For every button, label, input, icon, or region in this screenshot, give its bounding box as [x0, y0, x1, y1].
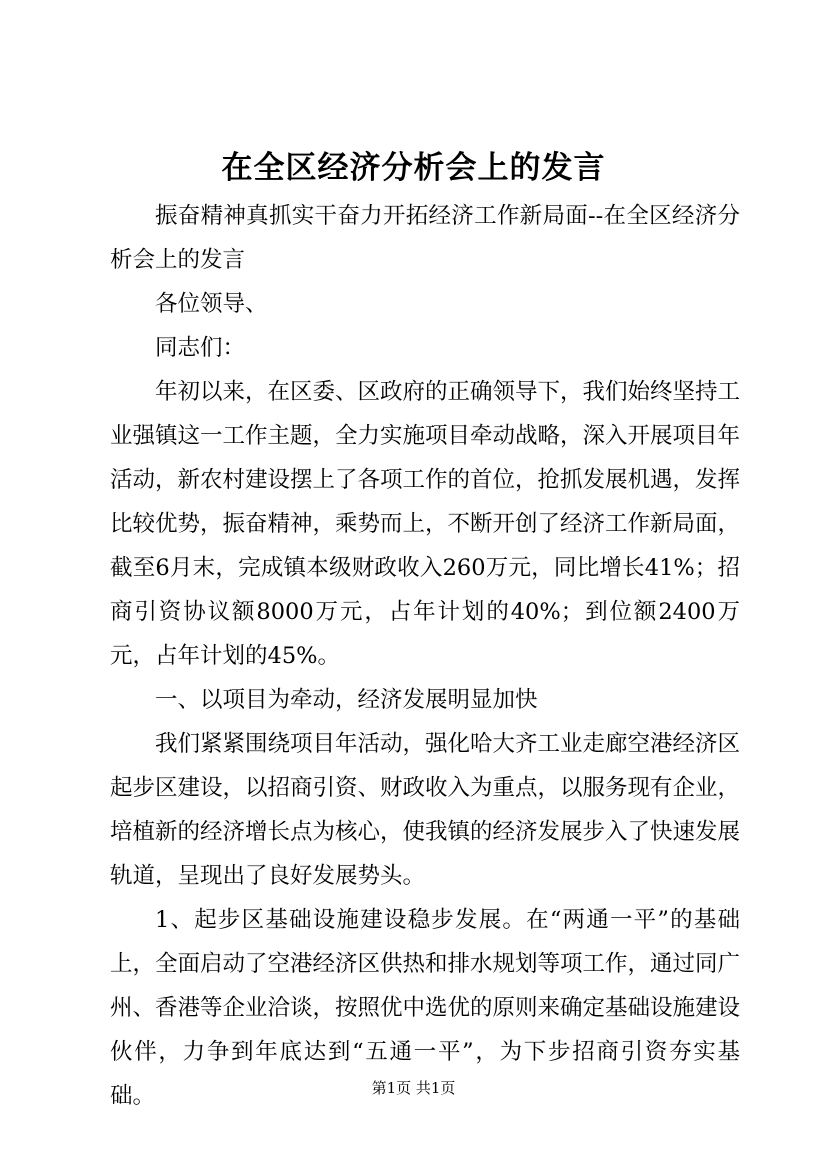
section-heading: 一、以项目为牵动，经济发展明显加快: [155, 687, 538, 713]
body-paragraph: 1、起步区基础设施建设稳步发展。在“两通一平”的基础上，全面启动了空港经济区供热和排水规划等项工作，通过同广州、香港等企业洽谈，按照优中选优的原则来确定基础设施建设伙伴，力争到年底达到“五通一平”，为下步招商引资夯实基础。: [110, 907, 741, 1109]
document-body: [110, 194, 740, 1118]
salutation-leaders: 各位领导、: [155, 291, 268, 317]
document-title: 在全区经济分析会上的发言: [221, 150, 606, 186]
page-number-footer: 第1页 共1页: [371, 1079, 456, 1097]
body-paragraph: 我们紧紧围绕项目年活动，强化哈大齐工业走廊空港经济区起步区建设，以招商引资、财政收入为重点，以服务现有企业，培植新的经济增长点为核心，使我镇的经济发展步入了快速发展轨道，呈现出了良好发展势头。: [110, 731, 741, 889]
subtitle-paragraph: 振奋精神真抓实干奋力开拓经济工作新局面--在全区经济分析会上的发言: [110, 203, 740, 273]
body-paragraph: 年初以来，在区委、区政府的正确领导下，我们始终坚持工业强镇这一工作主题，全力实施项目牵动战略，深入开展项目年活动，新农村建设摆上了各项工作的首位，抢抓发展机遇，发挥比较优势，振奋精神，乘势而上，不断开创了经济工作新局面，截至6月末，完成镇本级财政收入260万元，同比增长41%；招商引资协议额8000万元，占年计划的40%；到位额2400万元，占年计划的45%。: [110, 379, 741, 669]
salutation-comrades: 同志们：: [155, 335, 246, 361]
